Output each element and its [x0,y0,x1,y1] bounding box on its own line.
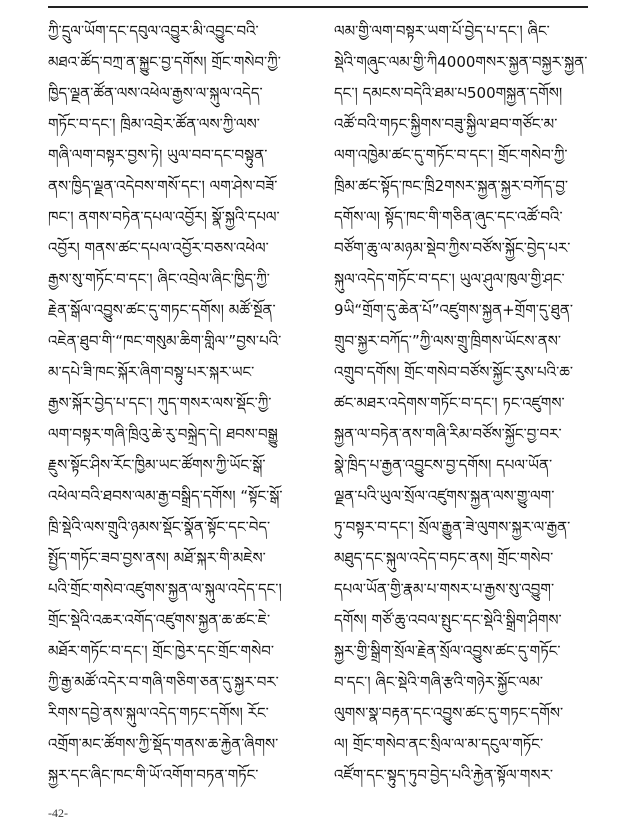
left-column [48,16,316,791]
text-line: དང་། དམངས་བདེའི་ཐམ་པ500གསྐྱན་དགོས། [334,84,563,102]
text-line: མ་དཔེ་ཟི་ཁང་སྐོར་ཞིག་བསྟུ་པར་སྐར་ཡང་ [48,363,255,381]
top-rule [48,6,588,8]
text-line: མཐོར་གཏོང་བ་དང་། གྲོང་ཁྱེར་དང་གྲོང་གསེབ་ [48,642,274,660]
text-line: འཚོ་བའི་གཏང་སྐྱིགས་བཟུ་སྐྱིལ་ཐབ་གཙོང་མ་ [334,115,558,133]
text-line: བཙོག་ཆུ་ལ་མཉམ་སྡེབ་ཀྱིས་བཙོས་སྐྱོང་བྱེད་པར་ [334,239,571,257]
text-line: འགྲུབ་དགོས། གྲོང་གསེབ་བཙོས་སྐྱོང་རུས་པའི་ཆ་ [334,363,574,381]
text-line: འཇེན་ཐུབ་གི་“ཁང་གསུམ་ཆིག་གླིལ་”བྱས་པའི་ [48,332,282,350]
text-line: འགྲོག་མང་ཚོགས་ཀྱི་སྡོད་གནས་ཆ་རྐྱེན་ཞིགས་ [48,735,279,753]
text-line: དཔལ་ཡོན་གྱི་རྣམ་པ་གསར་པ་རྒྱས་སུ་འབྱུག་ [334,580,555,598]
text-line: སྣེ་ཁྲིད་པ་རྒྱན་འབྱུངས་བྱ་དགོས། དཔལ་ཡོན་ [334,456,553,474]
text-line: དགོས་ལ། སྟོད་ཁང་གི་གཅིན་ཞུང་དང་འཚོ་བའི་ [334,208,563,226]
text-line: ཏུ་བསྟར་བ་དང་། སྲོལ་རྒྱུན་ཟེ་ལུགས་སྐྱར་ལ་རྒྱན་ [334,518,571,536]
text-line: མཐའ་ཚོད་བཀྲ་ན་སྐྱུང་བྱ་དགོས། གྲོང་གསེབ་ཀྱི་ [48,53,281,71]
text-line: ཁང་། ནགས་བཏེན་དཔལ་འབྱོར། སྣོ་སྐྱའི་དཔལ་ [48,208,280,226]
text-line: སྐྱར་གྱི་སྒྲིག་སྲོལ་རྗེན་སྲོལ་འབྱུས་ཚང་དུ་གཏོང་ [334,642,561,660]
text-line: པའི་གྲོང་གསེབ་འཛུགས་སྐྱན་ལ་སྐུལ་འདེད་དང་། [48,580,282,598]
text-line: རྗེན་སྒོལ་འབྱུས་ཚང་དུ་གཏང་དགོས། མཚོ་སྔོན་ [48,301,276,319]
text-line: ལྗན་པའི་ཡུལ་སྲོལ་འཛུགས་སྐྱན་ལས་གྱུ་ལག་ [334,487,555,505]
text-line: རིགས་དབྱེ་ནས་སྐུལ་འདེད་གཏང་དགོས། རོང་ [48,704,269,722]
text-line: ཁྲི་སྡེའི་ལས་གྲུའི་ཉམས་སྡོང་སྣོན་སྟོང་དང་བེད་ [48,518,271,536]
text-line: ཁྱིད་ལྗན་ཚོན་ལས་འཕེལ་རྒྱས་ལ་སྐུལ་འདེད་ [48,84,263,102]
text-line: སྐྱར་དང་ཞིང་ཁང་གི་ཡོ་འགོག་བཏན་གཏོང་ [48,766,259,784]
text-line: ནས་ཁྱིད་ལྗན་འདེབས་གསོ་དང་། ལག་ཤེས་བཟོ་ [48,177,278,195]
text-line: ཀྱི་དྲུལ་ཡོག་དང་དབུལ་འབྱུར་མི་འབྱུང་བའི་ [48,22,259,40]
text-line: འབྱོར། གནས་ཚང་དཔལ་འབྱོར་བཅས་འཕེལ་ [48,239,269,257]
text-line: རྒྱས་སྐོར་བྱེད་པ་དང་། ཀུད་གསར་ལས་སྡོང་ཀྱི་ [48,394,272,412]
text-line: 9ཡི“གྲོག་དུ་ཆེན་པོ”འཛུགས་སྐྱན+གྲོག་དུ་ཐུན་ [334,301,573,319]
text-line: གྲོང་སྡེའི་འཆར་འགོད་འཛུགས་སྐྱན་ཆ་ཚང་ཇེ་ [48,611,271,629]
text-line: མཐུད་དང་སྐུལ་འདེད་བཏང་ནས། གྲོང་གསེབ་ [334,549,554,567]
text-line: ལུགས་སྣ་བརྟན་དང་འབྱུས་ཚང་དུ་གཏང་དགོས་ [334,704,564,722]
text-line: ཚང་མཐར་འདེགས་གཏོང་བ་དང་། ཏང་འཛུགས་ [334,394,565,412]
text-line: ཀྱི་རྒྱ་མཚོ་འདེར་བ་གཞི་གཅིག་ཅན་དུ་སྐྱར་བར་ [48,673,279,691]
text-line: གཞི་ལག་བསྟར་བྱས་ཏེ། ཡུལ་བབ་དང་བསྟུན་ [48,146,268,164]
text-line: བ་དང་། ཞིང་སྡེའི་གཞི་རྩའི་གཉེར་སྐྱོང་ལམ་ [334,673,544,691]
text-line: འཕེལ་བའི་ཐབས་ལམ་རྒྱ་བསྒྲིད་དགོས། “སྟོང་སྒོ་ [48,487,283,505]
text-line: ཁྲིམ་ཚང་སྟོད་ཁང་ཁྲི2གསར་སྐྱན་སྐྱར་བཀོད་བྱ་ [334,177,569,195]
text-line: གྲུབ་སྐྱར་བཀོད་”ཀྱི་ལས་གྲུ་ཁྲིགས་ཡོངས་ནས་ [334,332,561,350]
text-line: ལམ་གྱི་ལག་བསྟར་ཡག་པོ་བྱེད་པ་དང་། ཞིང་ [334,22,550,40]
text-line: འཛོག་དང་སྟུད་ཏུབ་བྱེད་པའི་རྐྱེན་སྟོལ་གསར་ [334,766,553,784]
text-line: སྐུལ་འདེད་གཏོང་བ་དང་། ཡུལ་ཤུལ་ཁུལ་གྱི་ཤང་ [334,270,565,288]
text-line: ལ། གྲོང་གསེབ་ནང་སྲིལ་ལ་མ་དངུལ་གཏོང་ [334,735,544,753]
text-line: སྐྱན་ལ་བཏེན་ནས་གཞི་རིམ་བཙོས་སྐྱོང་བྱ་བར་ [334,425,562,443]
text-line: ལག་བསྟར་གཞི་ཁྲིའུ་ཆེ་རུ་བསྐྲེད་དེ། ཐབས་བསྒྱུ [48,425,278,443]
text-line: སྡེའི་གཞུང་ལམ་གྱི་ཀི4000གསར་སྐྱན་བསྐྱར་སྐྱན་ [334,53,588,71]
text-line: དགོས། གཙོ་ཆུ་འབལ་སྤུང་དང་སྡེའི་སྒྲིག་ཤིགས་ [334,611,562,629]
text-line: ལག་འཁྱེམ་ཚང་དུ་གཏོང་བ་དང་། གྲོང་གསེབ་ཀྱི་ [334,146,568,164]
text-line: རྒྱས་སུ་གཏོང་བ་དང་། ཞིང་འབྲེལ་ཞིང་ཁྱིད་ཀྱི་ [48,270,270,288]
text-line: གཏོང་བ་དང་། ཁྲིམ་འབྲེར་ཚོན་ལས་ཀྱི་ལས་ [48,115,260,133]
right-column [334,16,590,791]
text-line: རྗུས་སྟོང་ཤིས་རོང་ཁྱིམ་ཡང་ཚོགས་ཀྱི་ཡོང་སྒོ་ [48,456,266,474]
text-line: སྤྱོད་གཏོང་ཟབ་བྱས་ནས། མཐོ་སྐར་གི་མཇེས་ [48,549,266,567]
page-number: -42- [48,806,68,820]
